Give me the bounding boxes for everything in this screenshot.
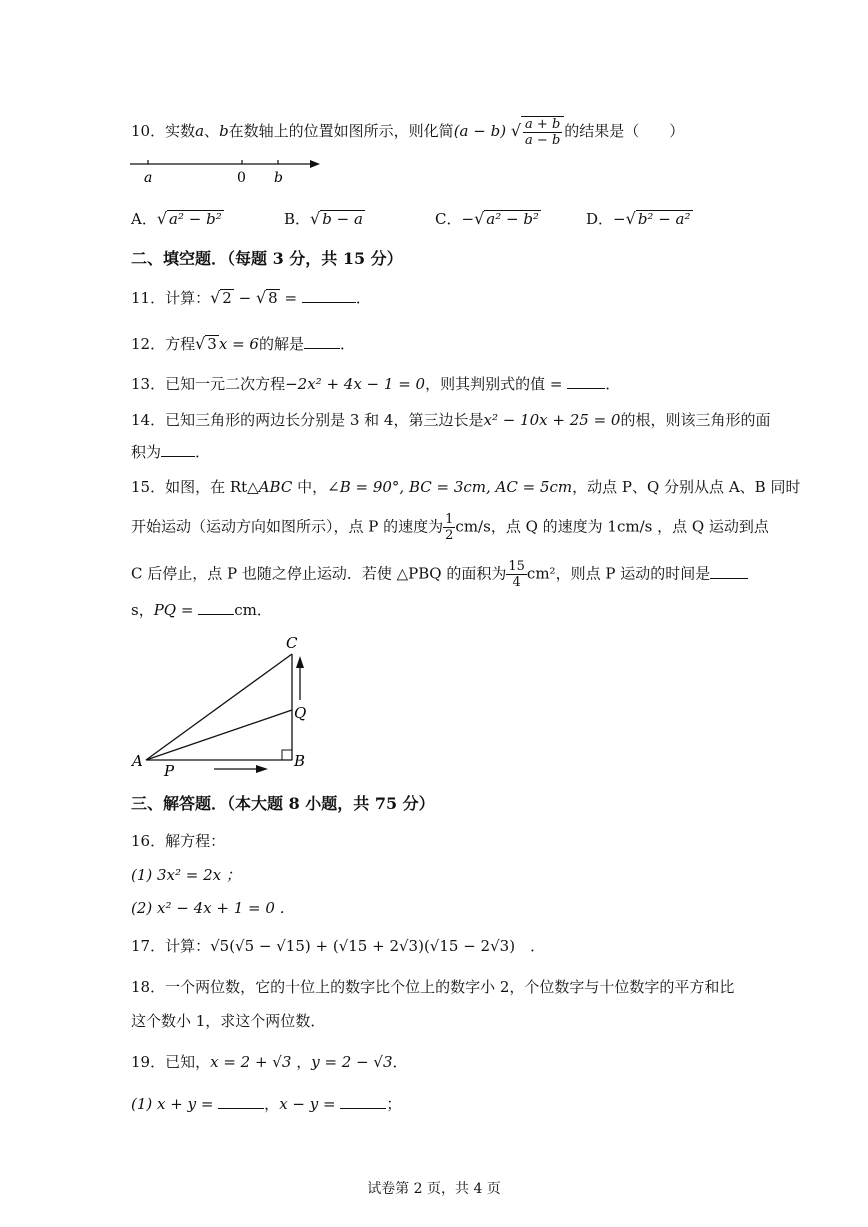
q18-line2: 这个数小 1，求这个两位数． [131, 1012, 326, 1030]
q16-part1: (1) 3x² = 2x ； [131, 866, 241, 884]
q10-option-d: D．−√ b² − a² [586, 209, 691, 228]
q13: 13．已知一元二次方程−2x² + 4x − 1 = 0，则其判别式的值 = ． [131, 375, 621, 393]
q17: 17．计算：√5(√5 − √15) + (√15 + 2√3)(√15 − 2√3) ． [131, 937, 546, 955]
triangle-figure [126, 630, 326, 780]
section-2-title: 二、填空题．（每题 3 分，共 15 分） [131, 249, 403, 268]
numberline-label-b: b [274, 170, 283, 186]
section-3-title: 三、解答题．（本大题 8 小题，共 75 分） [131, 794, 435, 813]
vertex-label-a: A [132, 752, 143, 770]
answer-blank [218, 1094, 264, 1109]
q10-option-b: B．√ b − a [284, 209, 363, 228]
q15-line4: s，PQ = cm． [131, 601, 272, 619]
q14-line1: 14．已知三角形的两边长分别是 3 和 4，第三边长是x² − 10x + 25 = 0的根，则该三角形的面 [131, 411, 771, 429]
q10-option-c: C．−√ a² − b² [435, 209, 539, 228]
answer-blank [340, 1094, 386, 1109]
q19-part1: (1) x + y = ，x − y = ； [131, 1095, 402, 1113]
answer-blank [161, 442, 195, 457]
answer-blank [302, 288, 356, 303]
q10-option-a: A．√ a² − b² [131, 209, 222, 228]
q10-fraction: $\frac{a + b}{a - b}$ [521, 116, 564, 148]
vertex-label-c: C [286, 634, 298, 652]
numberline-label-0: 0 [237, 170, 246, 186]
answer-blank [198, 600, 234, 615]
q10-stem: 10．实数a、b在数轴上的位置如图所示，则化简(a − b) √ $\frac{a + b}{a - b}$ 的结果是（ ） [131, 117, 685, 148]
page-footer: 试卷第 2 页，共 4 页 [367, 1181, 501, 1197]
q15-line3: C 后停止，点 P 也随之停止运动．若使 △PBQ 的面积为 $\frac{15}{4}$ cm²，则点 P 运动的时间是 [131, 559, 748, 590]
number-line [128, 154, 328, 190]
q15-line2: 开始运动（运动方向如图所示），点 P 的速度为 $\frac{1}{2}$ cm/s，点 Q 的速度为 1cm/s ，点 Q 运动到点 [131, 512, 769, 543]
vertex-label-q: Q [294, 704, 307, 722]
q18-line1: 18．一个两位数，它的十位上的数字比个位上的数字小 2，个位数字与十位数字的平方和比 [131, 978, 735, 996]
answer-blank [304, 334, 340, 349]
q15-line1: 15．如图，在 Rt△ABC 中，∠B = 90°, BC = 3cm, AC = 5cm，动点 P、Q 分别从点 A、B 同时 [131, 478, 801, 496]
q10-lead: (a − b) [453, 122, 507, 140]
q11: 11．计算：√ 2 − √ 8 = ． [131, 288, 371, 307]
q16-part2: (2) x² − 4x + 1 = 0 ． [131, 899, 295, 917]
q14-line2: 积为 ． [131, 443, 211, 461]
q16-title: 16．解方程： [131, 832, 226, 850]
vertex-label-p: P [164, 762, 175, 780]
q12: 12．方程√ 3 x = 6的解是 ． [131, 334, 355, 353]
radical-sign: √ [510, 121, 522, 140]
vertex-label-b: B [294, 752, 306, 770]
answer-blank [710, 564, 748, 579]
q19-stem: 19．已知，x = 2 + √3 ，y = 2 − √3． [131, 1053, 408, 1071]
numberline-label-a: a [144, 170, 153, 186]
answer-blank [567, 374, 605, 389]
